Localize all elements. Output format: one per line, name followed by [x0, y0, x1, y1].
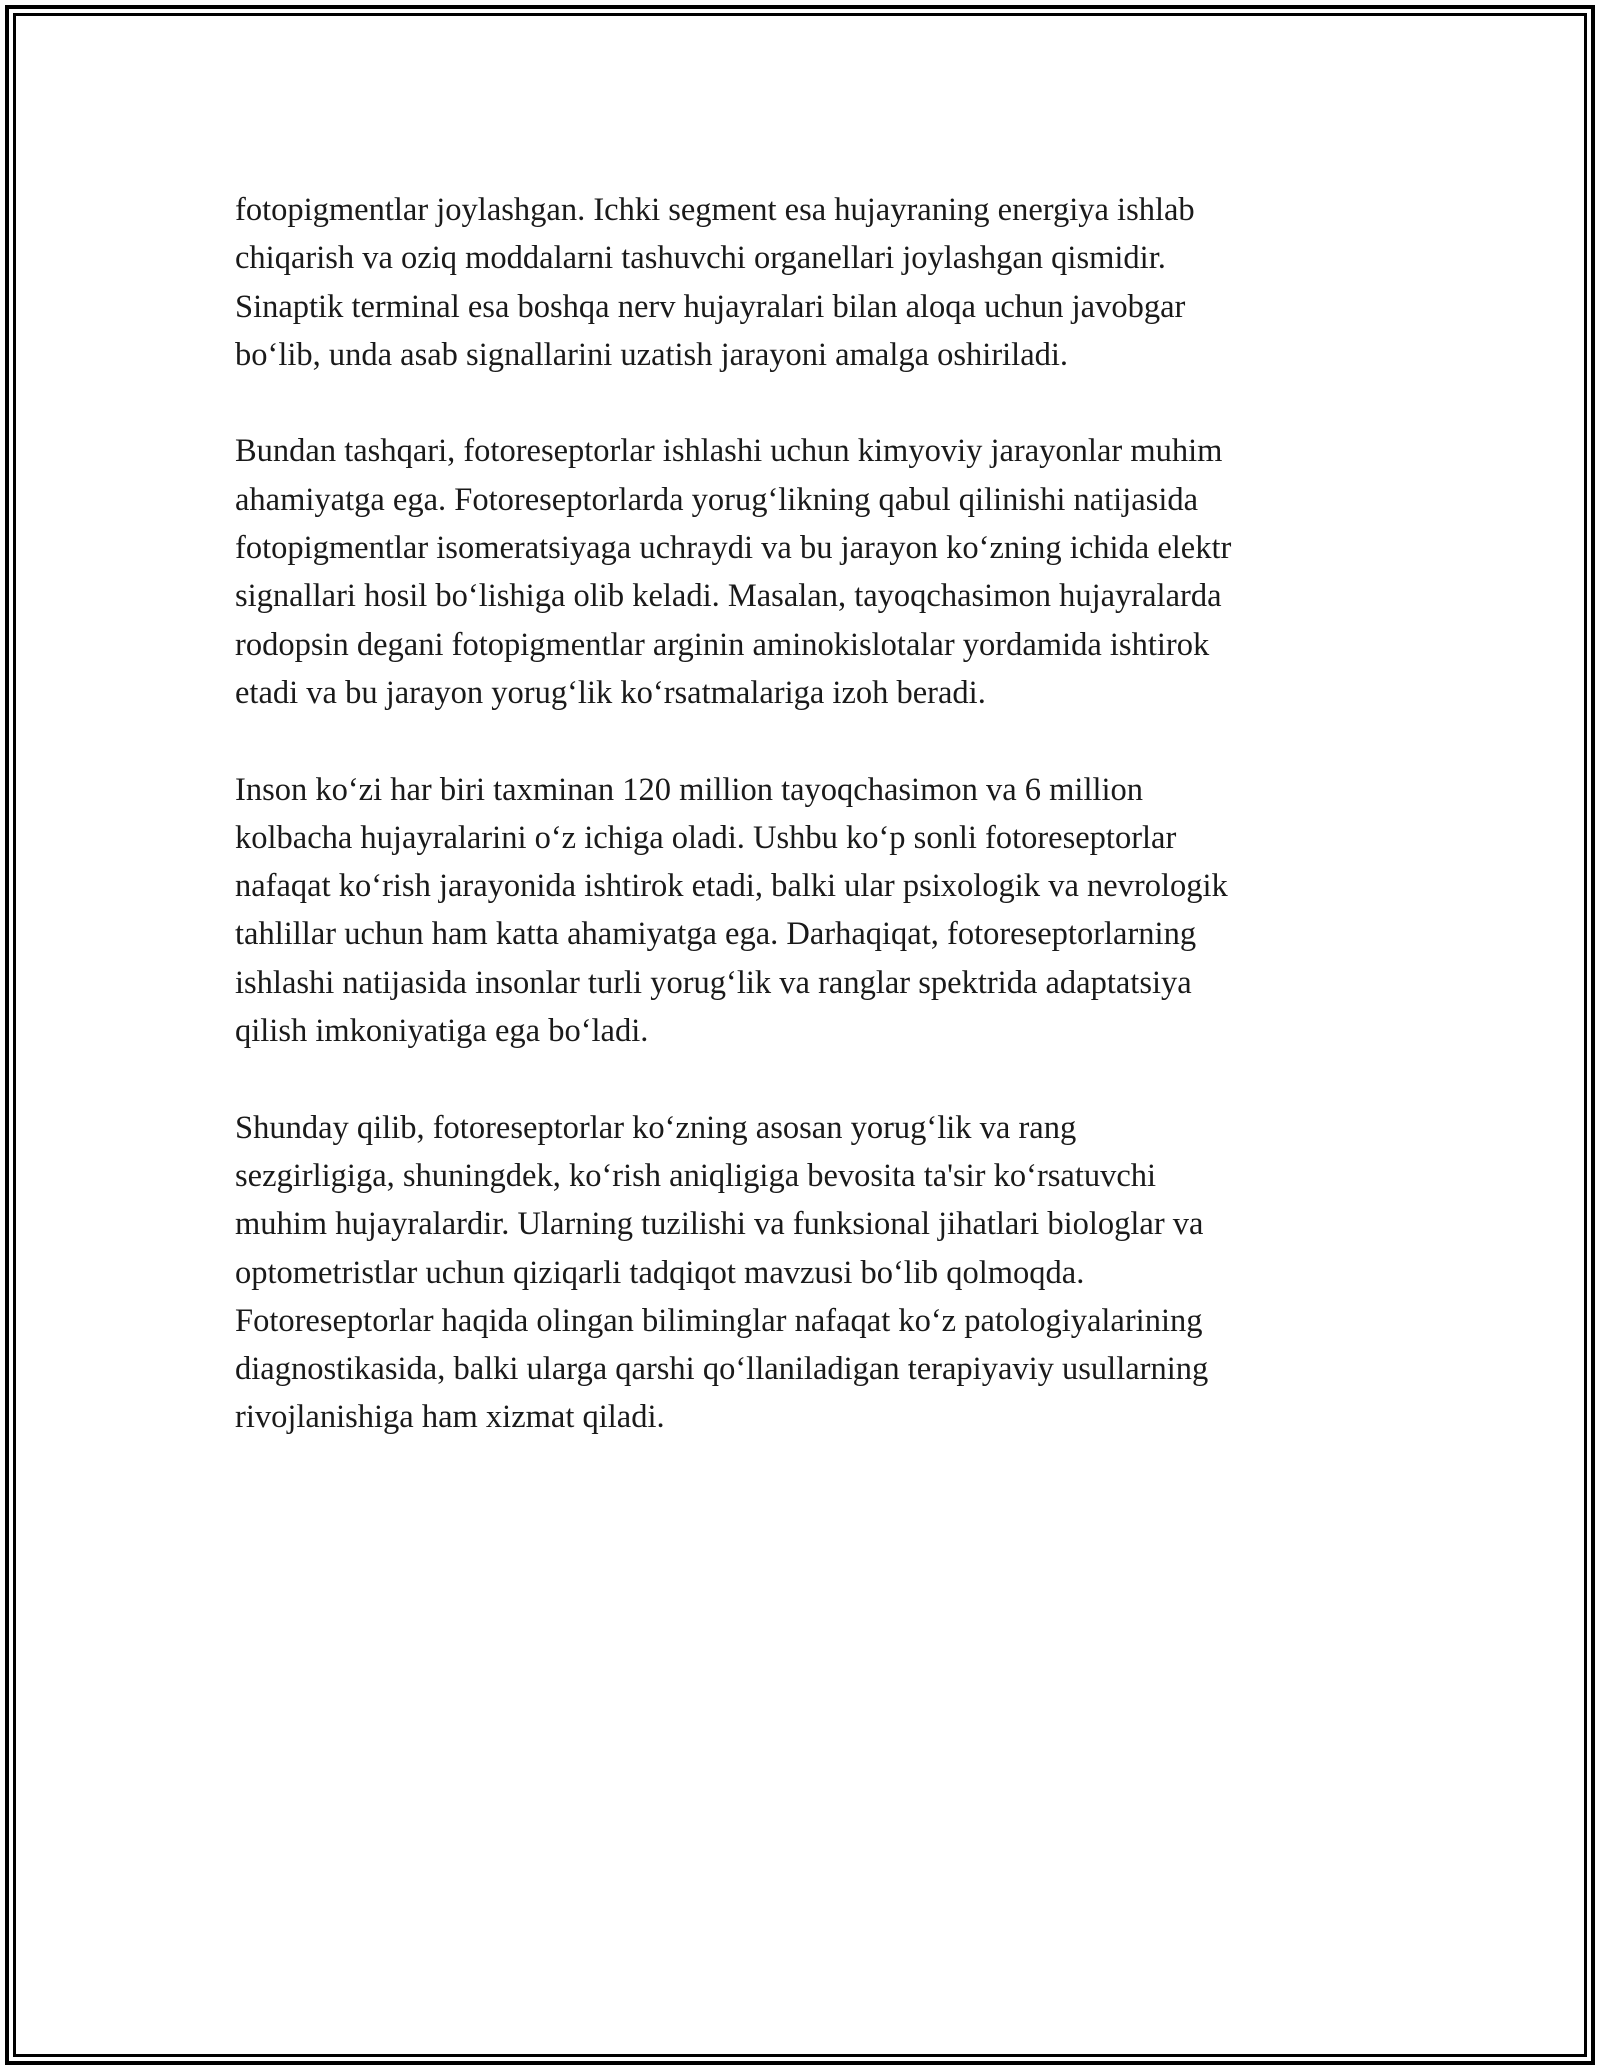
text-line: fotopigmentlar joylashgan. Ichki segment esa hujayraning energiya ishlab — [235, 192, 1195, 228]
text-line: nafaqat ko‘rish jarayonida ishtirok etadi, balki ular psixologik va nevrologik — [235, 868, 1228, 905]
text-line: signallari hosil bo‘lishiga olib keladi. Masalan, tayoqchasimon hujayralarda — [235, 578, 1222, 615]
paragraph-1 — [235, 186, 1395, 379]
text-line: ahamiyatga ega. Fotoreseptorlarda yorug‘likning qabul qilinishi natijasida — [235, 481, 1199, 518]
document-body — [235, 186, 1395, 1490]
text-line: Fotoreseptorlar haqida olingan biliminglar nafaqat ko‘z patologiyalarining — [235, 1302, 1203, 1339]
text-line: muhim hujayralardir. Ularning tuzilishi va funksional jihatlari biologlar va — [235, 1206, 1204, 1243]
text-line: Bundan tashqari, fotoreseptorlar ishlashi uchun kimyoviy jarayonlar muhim — [235, 433, 1223, 470]
paragraph-3 — [235, 766, 1395, 1056]
text-line: qilish imkoniyatiga ega bo‘ladi. — [235, 1013, 649, 1050]
text-line: etadi va bu jarayon yorug‘lik ko‘rsatmalariga izoh beradi. — [235, 674, 986, 711]
text-line: tahlillar uchun ham katta ahamiyatga ega. Darhaqiqat, fotoreseptorlarning — [235, 916, 1197, 953]
text-line: bo‘lib, unda asab signallarini uzatish jarayoni amalga oshiriladi. — [235, 336, 1069, 373]
text-line: chiqarish va oziq moddalarni tashuvchi organellari joylashgan qismidir. — [235, 240, 1166, 277]
text-line: kolbacha hujayralarini o‘z ichiga oladi. Ushbu ko‘p sonli fotoreseptorlar — [235, 819, 1177, 856]
paragraph-4 — [235, 1104, 1395, 1442]
text-line: optometristlar uchun qiziqarli tadqiqot mavzusi bo‘lib qolmoqda. — [235, 1254, 1085, 1291]
text-line: diagnostikasida, balki ularga qarshi qo‘llaniladigan terapiyaviy usullarning — [235, 1351, 1209, 1388]
text-line: rivojlanishiga ham xizmat qiladi. — [235, 1399, 665, 1436]
text-line: Shunday qilib, fotoreseptorlar ko‘zning asosan yorug‘lik va rang — [235, 1109, 1077, 1146]
paragraph-2 — [235, 427, 1395, 717]
text-line: sezgirligiga, shuningdek, ko‘rish aniqligiga bevosita ta'sir ko‘rsatuvchi — [235, 1157, 1157, 1194]
text-line: Inson ko‘zi har biri taxminan 120 million tayoqchasimon va 6 million — [235, 771, 1144, 808]
text-line: Sinaptik terminal esa boshqa nerv hujayralari bilan aloqa uchun javobgar — [235, 288, 1186, 325]
text-line: rodopsin degani fotopigmentlar arginin aminokislotalar yordamida ishtirok — [235, 626, 1210, 663]
text-line: fotopigmentlar isomeratsiyaga uchraydi va bu jarayon ko‘zning ichida elektr — [235, 530, 1232, 567]
text-line: ishlashi natijasida insonlar turli yorug‘lik va ranglar spektrida adaptatsiya — [235, 964, 1192, 1001]
